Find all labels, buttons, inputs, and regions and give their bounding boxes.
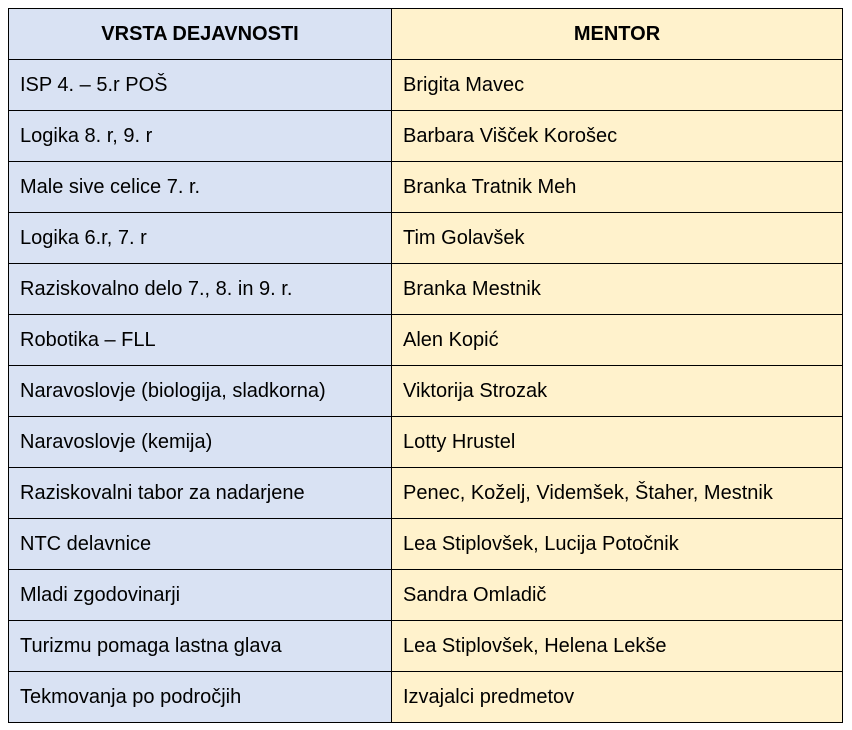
header-row <box>9 9 843 60</box>
activity-cell: Mladi zgodovinarji <box>9 570 392 621</box>
activity-cell: Logika 8. r, 9. r <box>9 111 392 162</box>
activity-cell: Naravoslovje (kemija) <box>9 417 392 468</box>
table-row <box>9 60 843 111</box>
table-row <box>9 213 843 264</box>
mentor-cell: Branka Mestnik <box>392 264 843 315</box>
table-row <box>9 519 843 570</box>
mentor-cell: Lea Stiplovšek, Lucija Potočnik <box>392 519 843 570</box>
activities-mentors-table <box>8 8 843 723</box>
table-row <box>9 672 843 723</box>
table-row <box>9 366 843 417</box>
activity-cell: Raziskovalno delo 7., 8. in 9. r. <box>9 264 392 315</box>
mentor-cell: Branka Tratnik Meh <box>392 162 843 213</box>
mentor-cell: Lotty Hrustel <box>392 417 843 468</box>
activity-cell: Naravoslovje (biologija, sladkorna) <box>9 366 392 417</box>
mentor-cell: Lea Stiplovšek, Helena Lekše <box>392 621 843 672</box>
header-mentor: MENTOR <box>392 9 843 60</box>
table-row <box>9 111 843 162</box>
table-row <box>9 468 843 519</box>
table-row <box>9 570 843 621</box>
activity-cell: ISP 4. – 5.r POŠ <box>9 60 392 111</box>
mentor-cell: Sandra Omladič <box>392 570 843 621</box>
table-row <box>9 417 843 468</box>
mentor-cell: Penec, Koželj, Videmšek, Štaher, Mestnik <box>392 468 843 519</box>
activity-cell: Logika 6.r, 7. r <box>9 213 392 264</box>
header-activity: VRSTA DEJAVNOSTI <box>9 9 392 60</box>
activity-cell: Male sive celice 7. r. <box>9 162 392 213</box>
activity-cell: Robotika – FLL <box>9 315 392 366</box>
activities-table-container <box>8 8 842 723</box>
table-row <box>9 162 843 213</box>
mentor-cell: Brigita Mavec <box>392 60 843 111</box>
mentor-cell: Izvajalci predmetov <box>392 672 843 723</box>
activity-cell: NTC delavnice <box>9 519 392 570</box>
table-body <box>9 60 843 723</box>
table-row <box>9 621 843 672</box>
mentor-cell: Viktorija Strozak <box>392 366 843 417</box>
activity-cell: Raziskovalni tabor za nadarjene <box>9 468 392 519</box>
activity-cell: Turizmu pomaga lastna glava <box>9 621 392 672</box>
mentor-cell: Barbara Višček Korošec <box>392 111 843 162</box>
activity-cell: Tekmovanja po področjih <box>9 672 392 723</box>
table-row <box>9 315 843 366</box>
mentor-cell: Alen Kopić <box>392 315 843 366</box>
mentor-cell: Tim Golavšek <box>392 213 843 264</box>
table-row <box>9 264 843 315</box>
